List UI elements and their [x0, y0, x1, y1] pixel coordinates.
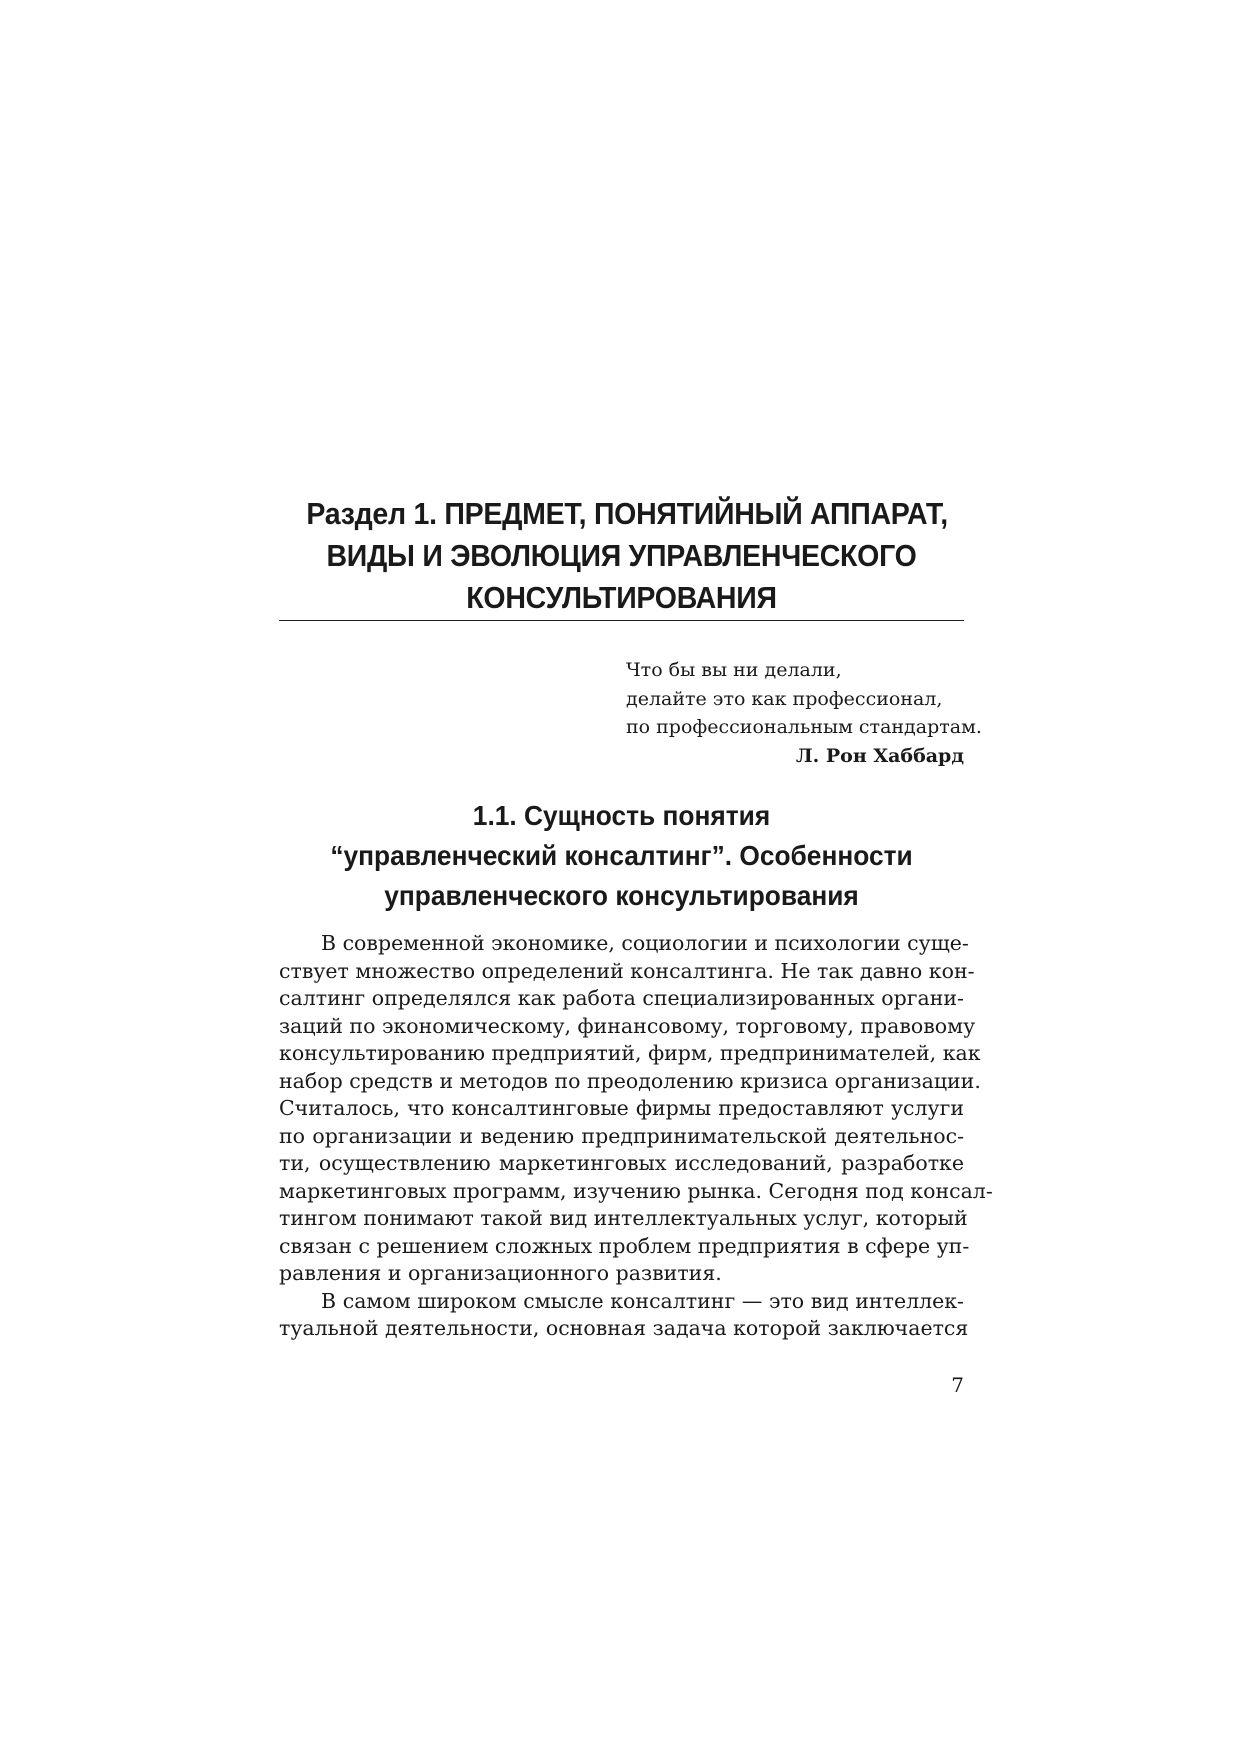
- chapter-title-line: ВИДЫ И ЭВОЛЮЦИЯ УПРАВЛЕНЧЕСКОГО: [326, 538, 917, 573]
- chapter-title-line: КОНСУЛЬТИРОВАНИЯ: [466, 580, 777, 615]
- epigraph: [626, 656, 982, 770]
- epigraph-line: делайте это как профессионал,: [626, 687, 943, 710]
- paragraph-line: маркетинговых программ, изучению рынка. Сегодня под консал-: [279, 1178, 993, 1203]
- chapter-title: [306, 493, 948, 619]
- paragraph-line: заций по экономическому, финансовому, торговому, правовому: [279, 1013, 976, 1038]
- paragraph-line: ти, осуществлению маркетинговых исследований, разработке: [279, 1151, 964, 1175]
- paragraph-line: по организации и ведению предпринимательской деятельнос-: [279, 1123, 964, 1148]
- epigraph-line: по профессиональным стандартам.: [626, 716, 982, 738]
- paragraph-line: В современной экономике, социологии и психологии суще-: [321, 931, 969, 955]
- paragraph-line: В самом широком смысле консалтинг — это вид интеллек-: [321, 1288, 964, 1313]
- paragraph-line: связан с решением сложных проблем предприятия в сфере уп-: [279, 1233, 970, 1258]
- paragraph-line: равления и организационного развития.: [279, 1261, 722, 1285]
- title-divider: [279, 620, 964, 621]
- paragraph-line: тингом понимают такой вид интеллектуальных услуг, который: [279, 1206, 968, 1230]
- section-title-line: “управленческий консалтинг”. Особенности: [330, 840, 913, 871]
- epigraph-author: Л. Рон Хаббард: [795, 744, 964, 767]
- body-text: [279, 930, 993, 1343]
- paragraph-line: ствует множество определений консалтинга. Не так давно кон-: [279, 958, 975, 983]
- paragraph-line: Считалось, что консалтинговые фирмы предоставляют услуги: [279, 1096, 964, 1120]
- paragraph-line: набор средств и методов по преодолению кризиса организации.: [279, 1068, 981, 1093]
- section-title-line: управленческого консультирования: [384, 880, 859, 911]
- section-title-line: 1.1. Сущность понятия: [472, 800, 771, 831]
- epigraph-line: Что бы вы ни делали,: [626, 659, 842, 681]
- paragraph-line: салтинг определялся как работа специализированных органи-: [279, 986, 964, 1010]
- paragraph-line: туальной деятельности, основная задача которой заключается: [279, 1316, 969, 1340]
- section-title: [300, 796, 944, 916]
- chapter-title-line: Раздел 1. ПРЕДМЕТ, ПОНЯТИЙНЫЙ АППАРАТ,: [306, 496, 948, 531]
- paragraph-line: консультированию предприятий, фирм, предпринимателей, как: [279, 1041, 981, 1065]
- page-number: 7: [951, 1373, 964, 1397]
